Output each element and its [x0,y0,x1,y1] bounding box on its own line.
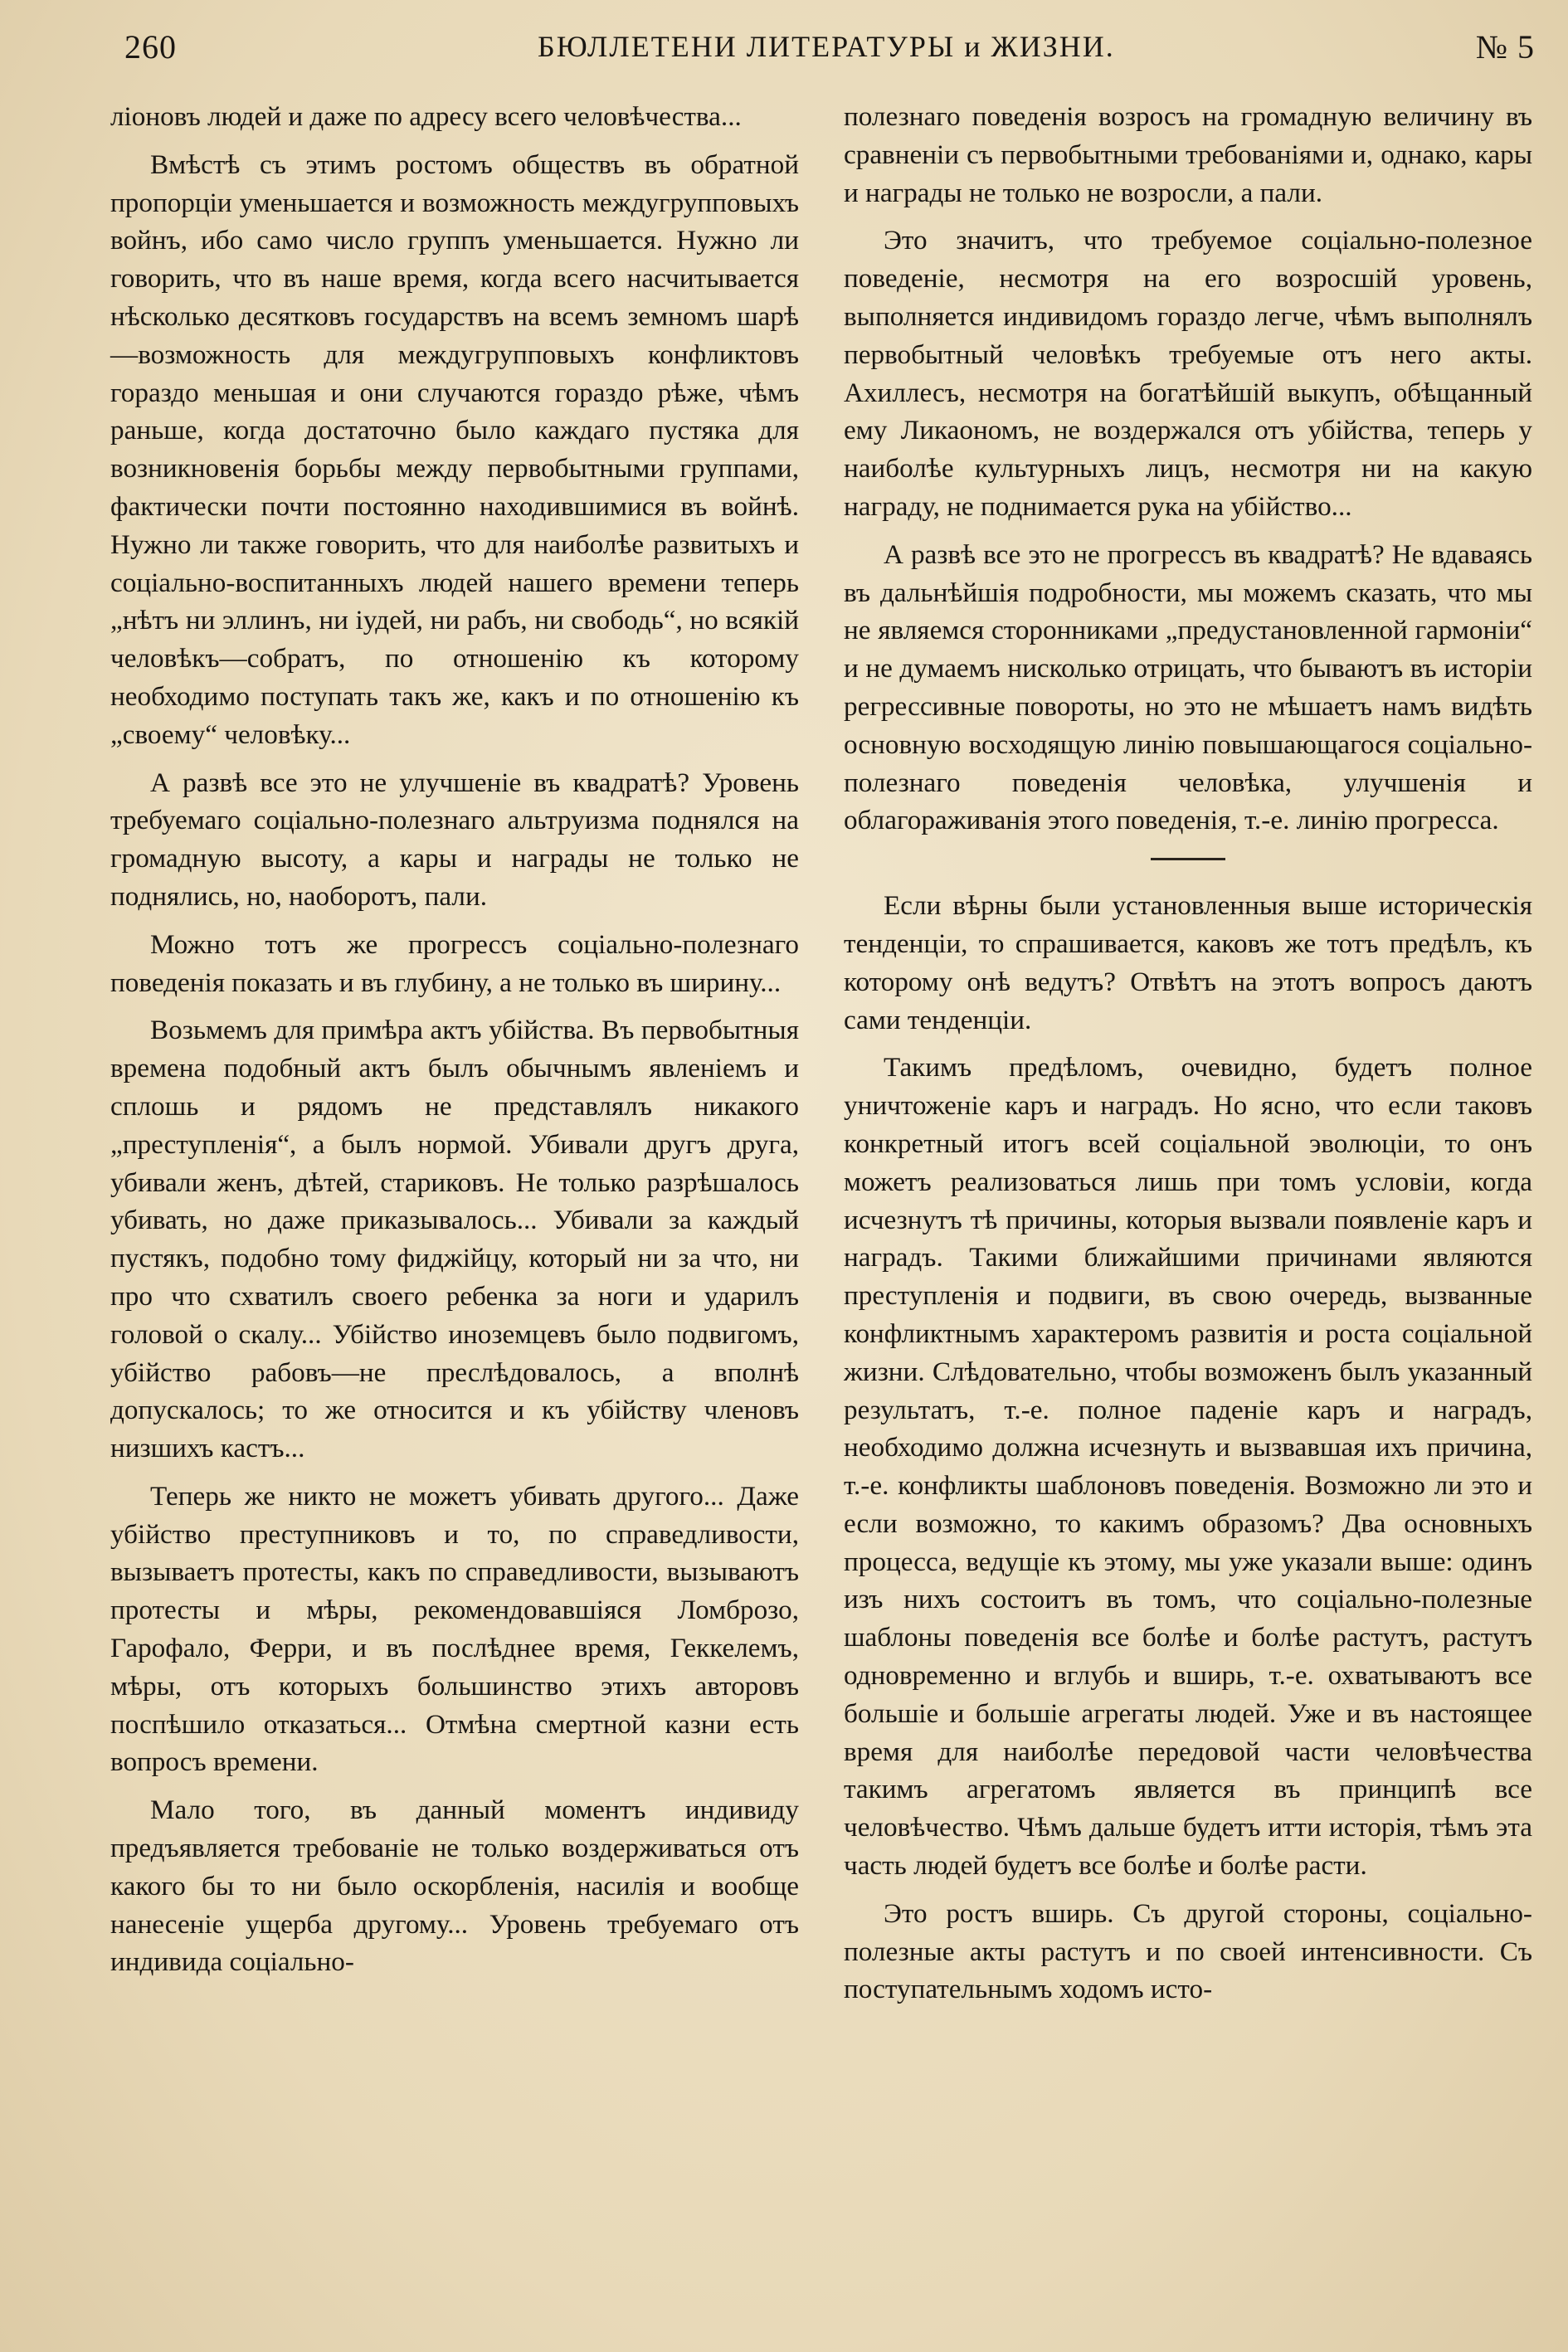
paragraph: Можно тотъ же прогрессъ соціально-полезнаго поведенія показать и въ глубину, а не только въ ширину... [110,928,799,998]
paragraph: Если вѣрны были установленныя выше историческія тенденціи, то спрашивается, каковъ же тотъ предѣлъ, къ которому онѣ ведутъ? Отвѣтъ на этотъ вопросъ даютъ сами тенденціи. [844,890,1532,1035]
paragraph: Мало того, въ данный моментъ индивиду предъявляется требованіе не только воздерживаться отъ какого бы то ни было оскорбленія, насилія и вообще нанесеніе ущерба другому... Уровень требуемаго отъ индивида соціально- [110,1794,799,1978]
section-divider [1151,858,1225,860]
text-columns [110,98,1532,2319]
page-number: 260 [124,27,177,66]
paragraph: А развѣ все это не прогрессъ въ квадратѣ? Не вдаваясь въ дальнѣйшія подробности, мы можемъ сказать, что мы не являемся сторонниками „предустановленной гармоніи“ и не думаемъ нисколько отрицать, что бываютъ въ исторіи регрессивные повороты, но это не мѣшаетъ намъ видѣть основную восходящую линію повышающагося соціально-полезнаго поведенія человѣка, улучшенія и облагораживанія этого поведенія, т.-е. линію прогресса. [844,538,1532,836]
paragraph: А развѣ все это не улучшеніе въ квадратѣ? Уровень требуемаго соціально-полезнаго альтруизма поднялся на громадную высоту, а кары и награды не только не поднялись, но, наоборотъ, пали. [110,767,799,912]
running-header [124,22,1535,71]
paragraph: Такимъ предѣломъ, очевидно, будетъ полное уничтоженіе каръ и наградъ. Но ясно, что если таковъ конкретный итогъ всей соціальной эволюціи, то онъ можетъ реализоваться лишь при томъ условіи, когда исчезнутъ тѣ причины, которыя вызвали появленіе каръ и наградъ. Такими ближайшими причинами являются преступленія и подвиги, въ свою очередь, вызванные конфликтнымъ характеромъ развитія и роста соціальной жизни. Слѣдовательно, чтобы возможенъ былъ указанный результатъ, т.-е. полное паденіе каръ и наградъ, необходимо должна исчезнуть и вызвавшая ихъ причина, т.-е. конфликты шаблоновъ поведенія. Возможно ли это и если возможно, то какимъ образомъ? Два основныхъ процесса, ведущіе къ этому, мы уже указали выше: одинъ изъ нихъ состоитъ въ томъ, что соціально-полезные шаблоны поведенія все болѣе и болѣе растутъ, растутъ одновременно и вглубь и вширь, т.-е. охватываютъ все большіе и большіе агрегаты людей. Уже и въ настоящее время для наиболѣе передовой части человѣчества такимъ агрегатомъ является въ принципѣ все человѣчество. Чѣмъ дальше будетъ итти исторія, тѣмъ эта часть людей будетъ все болѣе и болѣе расти. [844,1052,1532,1882]
paragraph: ліоновъ людей и даже по адресу всего человѣчества... [110,101,742,132]
left-column [110,98,799,2319]
issue-number: № 5 [1475,27,1535,66]
paragraph: Вмѣстѣ съ этимъ ростомъ обществъ въ обратной пропорціи уменьшается и возможность междугрупповыхъ войнъ, ибо само число группъ уменьшается. Нужно ли говорить, что въ наше время, когда всего насчитывается нѣсколько десятковъ государствъ на всемъ земномъ шарѣ—возможность для междугрупповыхъ конфликтовъ гораздо меньшая и они случаются гораздо рѣже, чѣмъ раньше, когда достаточно было каждаго пустяка для возникновенія борьбы между первобытными группами, фактически почти постоянно находившимися въ войнѣ. Нужно ли также говорить, что для наиболѣе развитыхъ и соціально-воспитанныхъ людей нашего времени теперь „нѣтъ ни эллинъ, ни іудей, ни рабъ, ни свободь“, но всякій человѣкъ—собратъ, по отношенію къ которому необходимо поступать такъ же, какъ и по отношенію къ „своему“ человѣку... [110,149,799,750]
paragraph: Это значитъ, что требуемое соціально-полезное поведеніе, несмотря на его возросшій уровень, выполняется индивидомъ гораздо легче, чѣмъ выполнялъ первобытный человѣкъ требуемые отъ него акты. Ахиллесъ, несмотря на богатѣйшій выкупъ, обѣщанный ему Ликаономъ, не воздержался отъ убійства, теперь у наиболѣе культурныхъ лицъ, несмотря ни на какую награду, не поднимается рука на убійство... [844,225,1532,522]
paragraph: полезнаго поведенія возросъ на громадную величину въ сравненіи съ первобытными требованіями и, однако, кары и награды не только не возросли, а пали. [844,101,1532,208]
paragraph: Это ростъ вширь. Съ другой стороны, соціально-полезные акты растутъ и по своей интенсивности. Съ поступательнымъ ходомъ исто- [844,1897,1532,2005]
right-column [844,98,1532,2319]
journal-title: БЮЛЛЕТЕНИ ЛИТЕРАТУРЫ и ЖИЗНИ. [538,30,1115,63]
paragraph: Возьмемъ для примѣра актъ убійства. Въ первобытныя времена подобный актъ былъ обычнымъ явленіемъ и сплошь и рядомъ не представлялъ никакого „преступленія“, а былъ нормой. Убивали другъ друга, убивали женъ, дѣтей, стариковъ. Не только разрѣшалось убивать, но даже приказывалось... Убивали за каждый пустякъ, подобно тому фиджійцу, который ни за что, ни про что схватилъ своего ребенка за ноги и ударилъ головой о скалу... Убійство иноземцевъ было подвигомъ, убійство рабовъ—не преслѣдовалось, а вполнѣ допускалось; то же относится и къ убійству членовъ низшихъ кастъ... [110,1015,799,1464]
paragraph: Теперь же никто не можетъ убивать другого... Даже убійство преступниковъ и то, по справедливости, вызываетъ протесты, какъ по справедливости, вызываютъ протесты и мѣры, рекомендовавшіяся Ломброзо, Гарофало, Ферри, и въ послѣднее время, Геккелемъ, мѣры, отъ которыхъ большинство этихъ авторовъ поспѣшило отказаться... Отмѣна смертной казни есть вопросъ времени. [110,1480,799,1778]
